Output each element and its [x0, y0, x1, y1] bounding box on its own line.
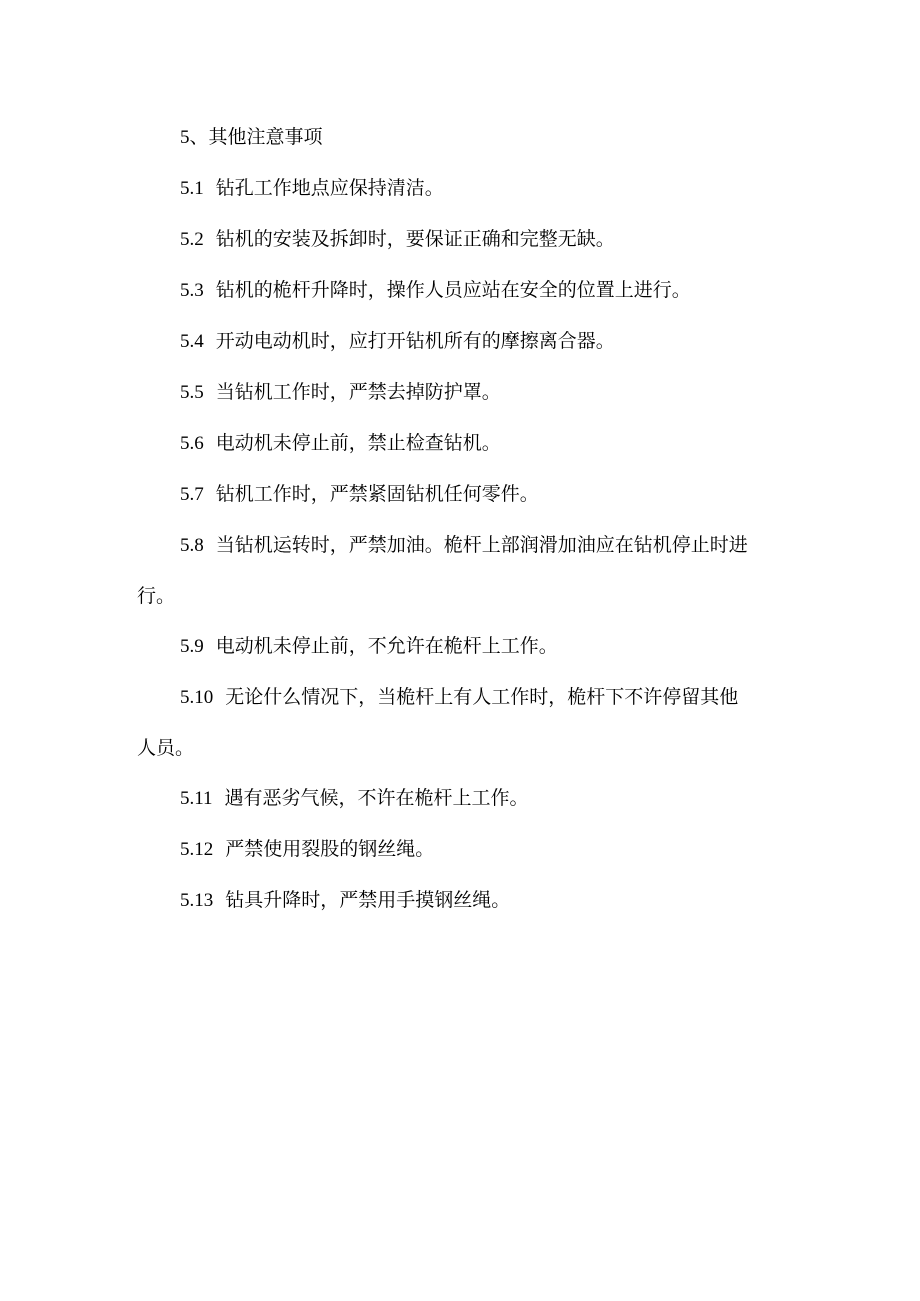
item-text: 开动电动机时，应打开钻机所有的摩擦离合器。	[215, 330, 615, 352]
section-heading-number: 5	[180, 127, 190, 148]
item-text: 当钻机工作时，严禁去掉防护罩。	[215, 381, 501, 403]
item-text-line2: 人员。	[137, 737, 195, 759]
section-heading-text: 、其他注意事项	[189, 126, 323, 148]
section-heading	[137, 112, 787, 163]
list-item	[137, 418, 787, 469]
item-text-line2: 行。	[137, 585, 176, 607]
list-item	[137, 265, 787, 316]
item-text: 钻具升降时，严禁用手摸钢丝绳。	[225, 889, 511, 911]
item-number: 5.7	[180, 484, 204, 505]
list-item	[137, 520, 787, 571]
item-number: 5.8	[180, 535, 204, 556]
item-text-line1: 无论什么情况下，当桅杆上有人工作时，桅杆下不许停留其他	[225, 686, 739, 708]
item-number: 5.13	[180, 890, 214, 911]
list-item	[137, 824, 787, 875]
item-number: 5.2	[180, 229, 204, 250]
item-number: 5.11	[180, 788, 213, 809]
item-number: 5.9	[180, 636, 204, 657]
list-item	[137, 469, 787, 520]
list-item	[137, 316, 787, 367]
list-item	[137, 163, 787, 214]
item-number: 5.3	[180, 280, 204, 301]
list-item-continuation	[137, 723, 787, 773]
list-item	[137, 367, 787, 418]
item-number: 5.4	[180, 331, 204, 352]
item-text-line1: 当钻机运转时，严禁加油。桅杆上部润滑加油应在钻机停止时进	[215, 534, 748, 556]
item-text: 电动机未停止前，禁止检查钻机。	[215, 432, 501, 454]
item-text: 钻机的安装及拆卸时，要保证正确和完整无缺。	[215, 228, 615, 250]
list-item	[137, 672, 787, 723]
list-item	[137, 875, 787, 926]
item-text: 遇有恶劣气候，不许在桅杆上工作。	[224, 787, 529, 809]
document-body	[137, 112, 787, 926]
item-number: 5.12	[180, 839, 214, 860]
item-number: 5.1	[180, 178, 204, 199]
item-number: 5.10	[180, 687, 214, 708]
list-item	[137, 621, 787, 672]
item-text: 电动机未停止前，不允许在桅杆上工作。	[215, 635, 558, 657]
list-item	[137, 214, 787, 265]
item-number: 5.5	[180, 382, 204, 403]
list-item	[137, 773, 787, 824]
item-text: 严禁使用裂股的钢丝绳。	[225, 838, 435, 860]
item-number: 5.6	[180, 433, 204, 454]
list-item-continuation	[137, 571, 787, 621]
item-text: 钻机的桅杆升降时，操作人员应站在安全的位置上进行。	[215, 279, 691, 301]
item-text: 钻孔工作地点应保持清洁。	[215, 177, 444, 199]
item-text: 钻机工作时，严禁紧固钻机任何零件。	[215, 483, 539, 505]
